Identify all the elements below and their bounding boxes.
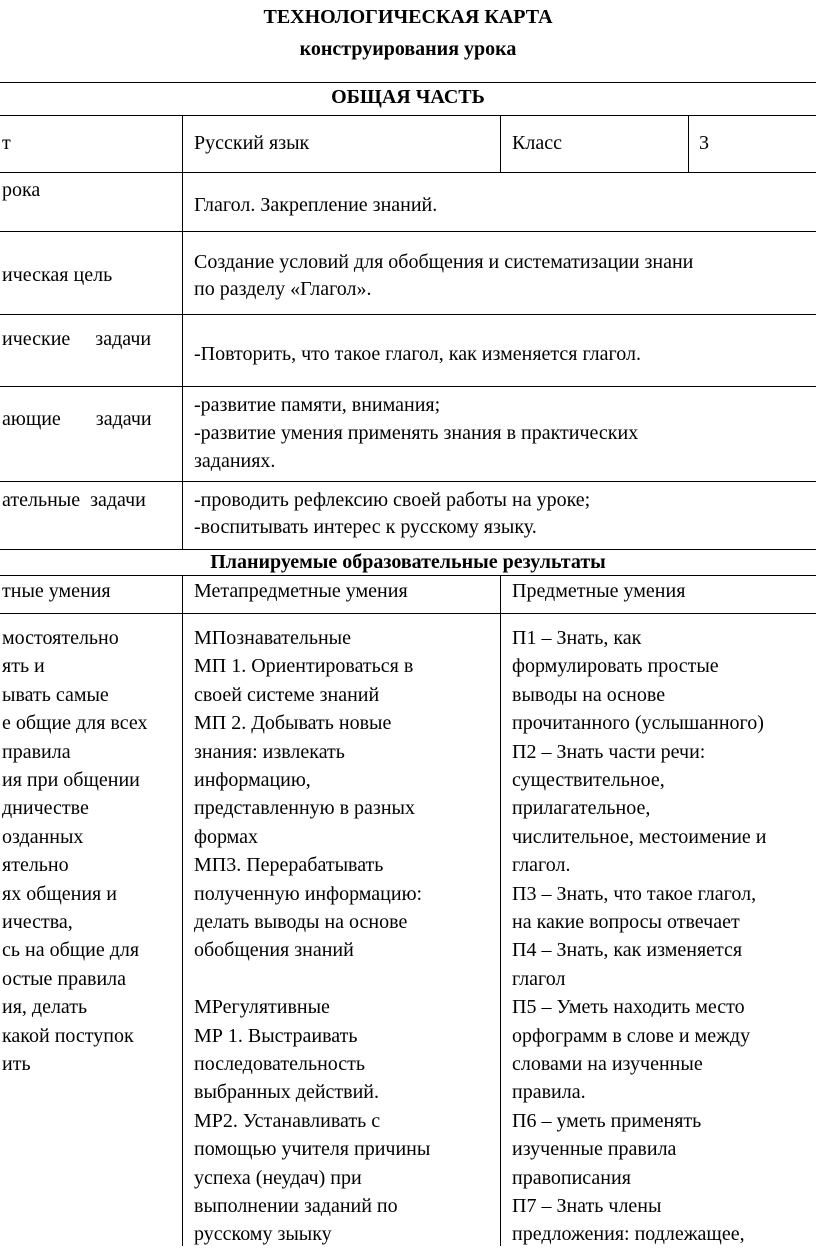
class-value: 3: [699, 132, 709, 154]
list-item: П1 – Знать, как: [512, 627, 642, 649]
list-item: выбранных действий.: [194, 1081, 379, 1104]
row-divider: [0, 386, 816, 387]
list-item: знания: извлекать: [194, 740, 345, 763]
list-item: информацию,: [194, 769, 311, 791]
developing-tasks-label: ающие задачи: [2, 408, 152, 430]
row-divider: [0, 314, 816, 315]
list-item: МРегулятивные: [194, 996, 330, 1019]
list-item: ить: [2, 1053, 31, 1075]
goal-label: ическая цель: [2, 264, 113, 286]
meta-column-header: Метапредметные умения: [194, 580, 408, 602]
list-item: на какие вопросы отвечает: [512, 911, 740, 933]
list-item: ывать самые: [2, 683, 109, 706]
list-item: МП 1. Ориентироваться в: [194, 655, 414, 678]
column-divider: [688, 115, 689, 172]
list-item: П7 – Знать члены: [512, 1195, 662, 1217]
list-item: глагол: [512, 967, 566, 990]
list-item: правила.: [512, 1081, 586, 1104]
list-item: ях общения и: [2, 882, 117, 905]
topic-value: Глагол. Закрепление знаний.: [194, 194, 438, 216]
list-item: мостоятельно: [2, 627, 119, 649]
personal-column-header: тные умения: [2, 580, 111, 602]
document-title: ТЕХНОЛОГИЧЕСКАЯ КАРТА: [263, 6, 553, 28]
general-section-title: ОБЩАЯ ЧАСТЬ: [331, 86, 485, 108]
list-item: формах: [194, 825, 259, 848]
list-item: полученную информацию:: [194, 882, 423, 905]
list-item: озданных: [2, 825, 84, 848]
developing-tasks-line: заданиях.: [194, 450, 276, 472]
list-item: русскому зыыку: [194, 1223, 332, 1246]
list-item: обобщения знаний: [194, 939, 354, 962]
column-divider: [182, 115, 183, 549]
row-divider: [0, 613, 816, 614]
list-item: какой поступок: [2, 1024, 134, 1047]
list-item: МР2. Устанавливать с: [194, 1109, 381, 1132]
list-item: глагол.: [512, 854, 571, 877]
list-item: П4 – Знать, как изменяется: [512, 939, 743, 962]
list-item: ять и: [2, 655, 45, 678]
results-section-title: Планируемые образовательные результаты: [210, 551, 606, 573]
list-item: орфограмм в слове и между: [512, 1024, 751, 1047]
list-item: своей системе знаний: [194, 683, 380, 706]
list-item: ия при общении: [2, 769, 140, 791]
list-item: выполнении заданий по: [194, 1195, 398, 1217]
topic-label: рока: [2, 179, 41, 201]
class-label: Класс: [512, 132, 562, 154]
list-item: правила: [2, 740, 71, 763]
subject-value: Русский язык: [194, 132, 310, 154]
row-divider: [0, 115, 816, 116]
row-divider: [0, 231, 816, 232]
list-item: ятельно: [2, 854, 69, 877]
educational-tasks-line: -проводить рефлексию своей работы на уроке;: [194, 489, 591, 511]
list-item: прилагательное,: [512, 797, 651, 820]
list-item: изученные правила: [512, 1138, 677, 1161]
list-item: дничестве: [2, 797, 89, 820]
column-divider: [182, 575, 183, 1246]
list-item: МПознавательные: [194, 627, 351, 649]
list-item: словами на изученные: [512, 1053, 703, 1075]
row-divider: [0, 172, 816, 173]
list-item: последовательность: [194, 1053, 366, 1075]
developing-tasks-line: -развитие памяти, внимания;: [194, 394, 441, 416]
list-item: П5 – Уметь находить место: [512, 996, 745, 1019]
column-divider: [500, 115, 501, 172]
list-item: МП 2. Добывать новые: [194, 712, 392, 735]
list-item: ия, делать: [2, 996, 88, 1019]
document-subtitle: конструирования урока: [299, 38, 517, 60]
subject-label: т: [2, 132, 11, 154]
list-item: выводы на основе: [512, 683, 666, 706]
column-divider: [500, 575, 501, 1246]
objectives-value: -Повторить, что такое глагол, как изменяется глагол.: [194, 343, 641, 365]
list-item: помощью учителя причины: [194, 1138, 431, 1161]
row-divider: [0, 481, 816, 482]
list-item: остые правила: [2, 967, 127, 990]
list-item: П6 – уметь применять: [512, 1109, 702, 1132]
educational-tasks-line: -воспитывать интерес к русскому языку.: [194, 516, 537, 538]
list-item: прочитанного (услышанного): [512, 712, 764, 735]
goal-value-line: по разделу «Глагол».: [194, 278, 372, 300]
list-item: делать выводы на основе: [194, 911, 408, 933]
list-item: успеха (неудач) при: [194, 1166, 362, 1189]
list-item: ичества,: [2, 911, 73, 933]
table-border-top: [0, 82, 816, 83]
subject-column-header: Предметные умения: [512, 580, 686, 602]
list-item: П2 – Знать части речи:: [512, 740, 706, 763]
list-item: предложения: подлежащее,: [512, 1223, 745, 1246]
educational-tasks-label: ательные задачи: [2, 489, 146, 511]
developing-tasks-line: -развитие умения применять знания в практических: [194, 422, 639, 444]
list-item: МП3. Перерабатывать: [194, 854, 384, 877]
list-item: представленную в разных: [194, 797, 415, 820]
objectives-label: ические задачи: [2, 328, 152, 350]
list-item: сь на общие для: [2, 939, 140, 962]
list-item: П3 – Знать, что такое глагол,: [512, 882, 757, 905]
goal-value-line: Создание условий для обобщения и систематизации знани: [194, 251, 694, 273]
list-item: существительное,: [512, 769, 665, 791]
list-item: е общие для всех: [2, 712, 148, 735]
list-item: МР 1. Выстраивать: [194, 1024, 358, 1047]
list-item: правописания: [512, 1166, 631, 1189]
list-item: числительное, местоимение и: [512, 825, 767, 848]
list-item: формулировать простые: [512, 655, 719, 678]
